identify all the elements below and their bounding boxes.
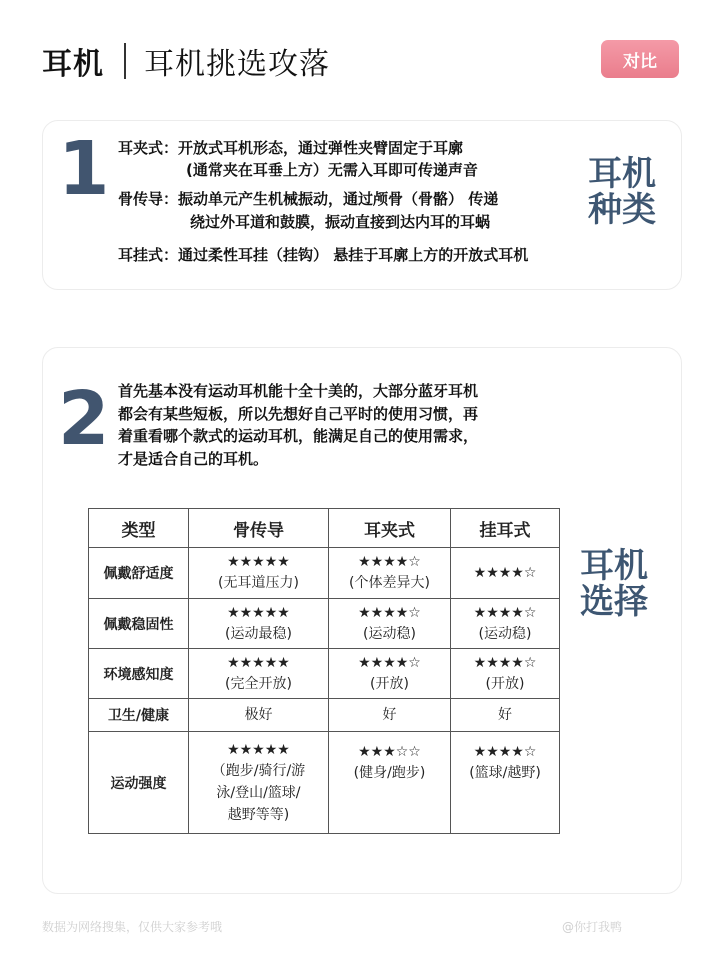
table-cell <box>189 699 329 732</box>
table-row <box>89 599 560 649</box>
cell-note: 好 <box>498 707 513 723</box>
star-rating: ★★★★☆ <box>473 744 537 760</box>
type-ear-hook-line1: 耳挂式：通过柔性耳挂（挂钩） 悬挂于耳廓上方的开放式耳机 <box>118 246 529 264</box>
cell-note: (健身/跑步) <box>353 765 426 781</box>
compare-badge-button[interactable]: 对比 <box>601 40 679 78</box>
section-number-2: 2 <box>58 376 110 462</box>
header-bone-conduction: 骨传导 <box>189 509 329 548</box>
table-row <box>89 649 560 699</box>
paragraph-line: 才是适合自己的耳机。 <box>118 449 269 468</box>
table-cell <box>189 548 329 599</box>
page-title: 耳机挑选攻落 <box>144 47 330 82</box>
table-cell <box>451 699 560 732</box>
star-rating: ★★★★☆ <box>473 654 537 671</box>
cell-note: (开放) <box>485 675 525 692</box>
table-cell <box>451 732 560 834</box>
star-rating: ★★★★☆ <box>358 554 421 570</box>
row-label: 卫生/健康 <box>89 699 189 732</box>
side-label-line: 耳机 <box>580 546 648 586</box>
table-cell <box>328 599 450 649</box>
star-rating: ★★★★★ <box>227 604 290 621</box>
paragraph-line: 都会有某些短板，所以先想好自己平时的使用习惯，再 <box>118 404 479 423</box>
star-rating: ★★★★☆ <box>473 604 537 621</box>
page-header <box>42 38 330 84</box>
cell-note: (开放) <box>370 675 409 692</box>
header-ear-clip: 耳夹式 <box>328 509 450 548</box>
cell-note: (个体差异大) <box>349 575 430 591</box>
cell-note: (运动稳) <box>363 625 416 642</box>
cell-note: 极好 <box>244 707 273 723</box>
header-ear-hook: 挂耳式 <box>451 509 560 548</box>
table-row <box>89 548 560 599</box>
table-cell <box>451 649 560 699</box>
table-cell <box>189 649 329 699</box>
cell-note: (运动最稳) <box>224 625 292 642</box>
table-cell <box>451 599 560 649</box>
footer-disclaimer: 数据为网络搜集，仅供大家参考哦 <box>42 920 223 934</box>
paragraph-line: 着重看哪个款式的运动耳机，能满足自己的使用需求， <box>118 427 479 445</box>
paragraph-line: 首先基本没有运动耳机能十全十美的，大部分蓝牙耳机 <box>118 382 479 400</box>
cell-note: (完全开放) <box>224 675 292 692</box>
star-rating: ★★★☆☆ <box>358 744 421 760</box>
footer-author: @你打我鸭 <box>562 920 623 934</box>
section-number-1: 1 <box>58 126 110 212</box>
star-rating: ★★★★★ <box>227 741 290 758</box>
type-bone-conduction-line2: 绕过外耳道和鼓膜，振动直接到达内耳的耳蜗 <box>190 213 491 231</box>
table-cell <box>189 599 329 649</box>
type-ear-clip-line2: (通常夹在耳垂上方）无需入耳即可传递声音 <box>186 161 478 179</box>
star-rating: ★★★★★ <box>227 554 290 570</box>
star-rating: ★★★★★ <box>227 654 290 671</box>
cell-note: 好 <box>382 707 397 723</box>
star-rating: ★★★★☆ <box>358 604 421 621</box>
side-label-line: 种类 <box>588 190 656 230</box>
cell-note: 泳/登山/篮球/ <box>216 784 301 801</box>
row-label: 环境感知度 <box>89 649 189 699</box>
cell-note: 越野等等) <box>227 806 290 823</box>
table-cell <box>189 732 329 834</box>
table-cell <box>328 732 450 834</box>
side-label-line: 耳机 <box>588 154 656 194</box>
cell-note: (无耳道压力) <box>217 575 299 591</box>
table-row <box>89 732 560 834</box>
cell-note: (运动稳) <box>478 625 532 642</box>
type-bone-conduction-line1: 骨传导：振动单元产生机械振动，通过颅骨（骨骼） 传递 <box>118 190 499 208</box>
section2-side-label <box>574 548 654 620</box>
table-cell <box>328 649 450 699</box>
side-label-line: 选择 <box>580 582 648 622</box>
type-ear-clip-line1: 耳夹式：开放式耳机形态，通过弹性夹臂固定于耳廓 <box>118 139 464 157</box>
section1-side-label <box>582 156 662 228</box>
star-rating: ★★★★☆ <box>473 565 537 581</box>
header-divider <box>124 43 126 79</box>
cell-note: (篮球/越野) <box>469 765 541 781</box>
selection-paragraph <box>118 380 558 470</box>
row-label: 运动强度 <box>89 732 189 834</box>
table-cell <box>451 548 560 599</box>
row-label: 佩戴稳固性 <box>89 599 189 649</box>
brand-title: 耳机 <box>42 47 104 82</box>
comparison-table <box>88 508 560 834</box>
table-cell <box>328 548 450 599</box>
star-rating: ★★★★☆ <box>358 654 421 671</box>
table-cell <box>328 699 450 732</box>
table-header-row <box>89 509 560 548</box>
table-row <box>89 699 560 732</box>
row-label: 佩戴舒适度 <box>89 548 189 599</box>
header-type: 类型 <box>89 509 189 548</box>
cell-note: （跑步/骑行/游 <box>211 762 306 779</box>
